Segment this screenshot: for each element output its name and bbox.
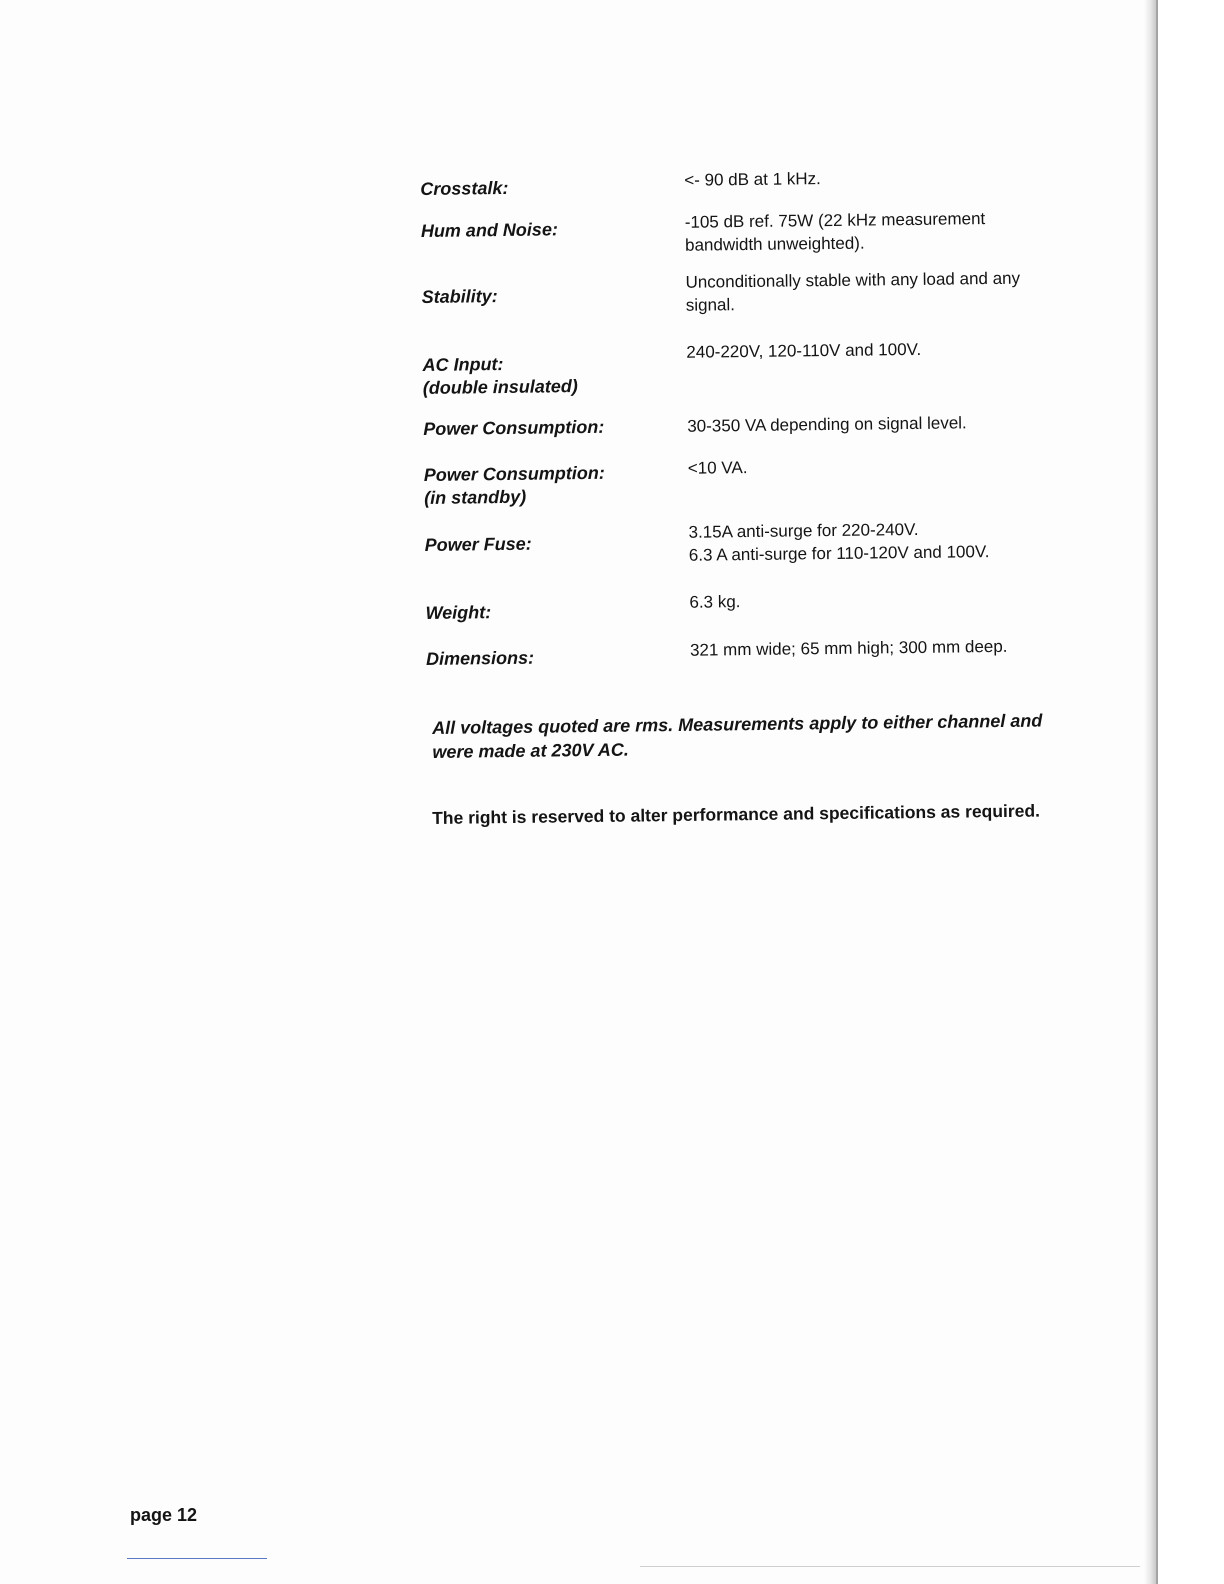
spec-row-power-consumption bbox=[423, 410, 1083, 439]
spec-value: 30-350 VA depending on signal level. bbox=[687, 413, 967, 436]
spec-value: <- 90 dB at 1 kHz. bbox=[684, 169, 821, 190]
spec-value: -105 dB ref. 75W (22 kHz measurement bandwidth unweighted). bbox=[684, 209, 986, 255]
spec-value: 240-220V, 120-110V and 100V. bbox=[686, 339, 922, 362]
spec-row-weight bbox=[425, 592, 1085, 623]
spec-value: Unconditionally stable with any load and any signal. bbox=[685, 268, 1021, 315]
spec-label: Crosstalk: bbox=[420, 177, 509, 199]
spec-value: 6.3 kg. bbox=[689, 592, 741, 612]
spec-label: Stability: bbox=[421, 286, 498, 307]
spec-row-power-fuse bbox=[424, 519, 1085, 565]
spec-label: Weight: bbox=[425, 602, 492, 623]
scan-margin bbox=[1158, 0, 1224, 1584]
spec-row-standby bbox=[423, 456, 1084, 508]
spec-label: Dimensions: bbox=[425, 647, 535, 669]
spec-row-hum-noise bbox=[420, 206, 1081, 255]
spec-label: Power Consumption: bbox=[423, 416, 605, 439]
bottom-scan-rule bbox=[640, 1566, 1140, 1567]
spec-row-dimensions bbox=[425, 636, 1086, 669]
reserved-rights-note: The right is reserved to alter performance and specifications as required. bbox=[432, 800, 1041, 828]
spec-value: 3.15A anti-surge for 220-240V. 6.3 A anti-surge for 110-120V and 100V. bbox=[688, 519, 990, 565]
measurement-note: All voltages quoted are rms. Measurements apply to either channel and were made at 230V AC. bbox=[432, 710, 1043, 762]
specifications-table bbox=[420, 152, 1080, 669]
spec-row-ac-input bbox=[422, 339, 1082, 398]
spec-label: AC Input: (double insulated) bbox=[422, 353, 578, 398]
page-number: page 12 bbox=[130, 1505, 198, 1525]
spec-value: 321 mm wide; 65 mm high; 300 mm deep. bbox=[689, 636, 1008, 660]
spec-row-stability bbox=[421, 268, 1081, 315]
spec-label: Hum and Noise: bbox=[420, 219, 558, 241]
spec-label: Power Consumption: (in standby) bbox=[423, 462, 605, 508]
footer-rule bbox=[127, 1558, 267, 1559]
spec-value: <10 VA. bbox=[687, 458, 748, 478]
spec-row-crosstalk bbox=[420, 164, 1080, 199]
page-edge-line bbox=[1156, 0, 1158, 1584]
spec-label: Power Fuse: bbox=[424, 533, 532, 555]
